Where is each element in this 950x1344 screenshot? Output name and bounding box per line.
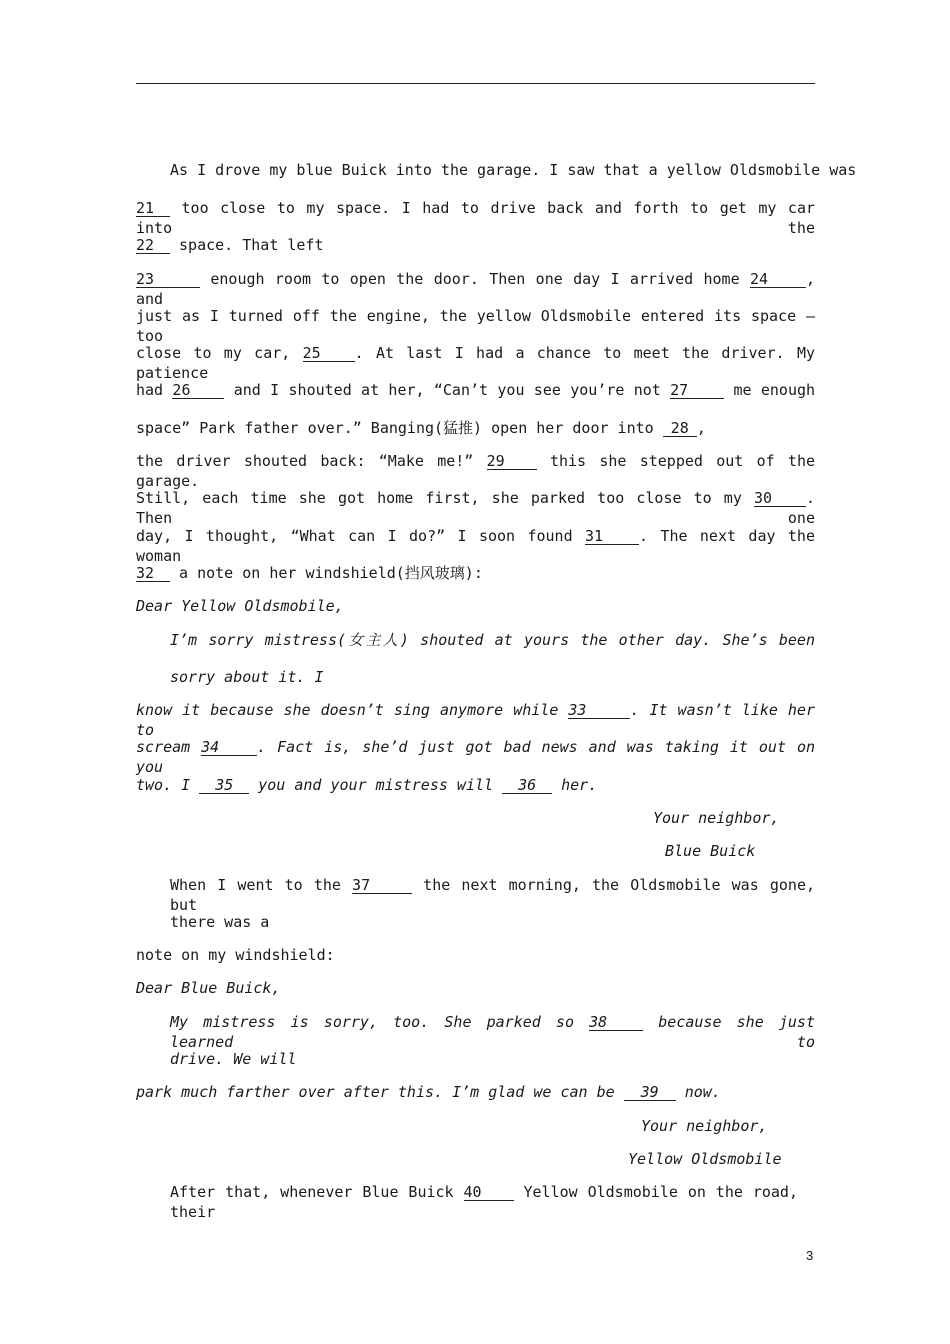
p2-line-2: there was a bbox=[170, 913, 270, 931]
letter2-greeting: Dear Blue Buick, bbox=[136, 979, 281, 997]
blank-23: 23 bbox=[136, 271, 200, 288]
letter1-closing: Your neighbor, bbox=[653, 809, 780, 827]
letter2-line-3: park much farther over after this. I’m glad we can be 39 now. bbox=[136, 1083, 721, 1101]
p1-line-11: day, I thought, “What can I do?” I soon found 31 . The next day the woman bbox=[136, 527, 815, 565]
p1-line-2: 21 too close to my space. I had to drive back and forth to get my car into the bbox=[136, 199, 816, 237]
blank-21: 21 bbox=[136, 200, 170, 217]
p1-line-3: 22 space. That left bbox=[136, 236, 324, 254]
header-rule bbox=[136, 83, 815, 84]
letter1-line-4: scream 34 . Fact is, she’d just got bad news and was taking it out on you bbox=[136, 738, 815, 776]
blank-29: 29 bbox=[487, 453, 537, 470]
blank-27: 27 bbox=[670, 382, 724, 399]
blank-34: 34 bbox=[201, 739, 257, 756]
blank-33: 33 bbox=[568, 702, 630, 719]
blank-22: 22 bbox=[136, 237, 170, 254]
letter1-line-1: I’m sorry mistress(女主人) shouted at yours the other day. She’s been bbox=[170, 631, 815, 649]
blank-28: 28 bbox=[663, 420, 697, 437]
p1-line-9: the driver shouted back: “Make me!” 29 this she stepped out of the garage. bbox=[136, 452, 816, 490]
p1-line-1: As I drove my blue Buick into the garage. I saw that a yellow Oldsmobile was bbox=[170, 161, 857, 179]
letter1-signature: Blue Buick bbox=[665, 842, 756, 860]
letter2-closing: Your neighbor, bbox=[641, 1117, 768, 1135]
letter2-signature: Yellow Oldsmobile bbox=[628, 1150, 782, 1168]
p1-line-5: just as I turned off the engine, the yellow Oldsmobile entered its space — too bbox=[136, 307, 815, 345]
blank-38: 38 bbox=[589, 1014, 643, 1031]
letter2-line-1: My mistress is sorry, too. She parked so 38 because she just learned to bbox=[170, 1013, 815, 1051]
blank-26: 26 bbox=[172, 382, 224, 399]
letter1-line-5: two. I 35 you and your mistress will 36 her. bbox=[136, 776, 598, 794]
blank-25: 25 bbox=[303, 345, 355, 362]
blank-37: 37 bbox=[352, 877, 412, 894]
p2-line-1: When I went to the 37 the next morning, the Oldsmobile was gone, but bbox=[170, 876, 816, 914]
p1-line-12: 32 a note on her windshield(挡风玻璃): bbox=[136, 564, 483, 582]
letter1-greeting: Dear Yellow Oldsmobile, bbox=[136, 597, 344, 615]
blank-40: 40 bbox=[464, 1184, 514, 1201]
p1-line-10: Still, each time she got home first, she parked too close to my 30 . Then one bbox=[136, 489, 815, 527]
blank-30: 30 bbox=[754, 490, 806, 507]
p1-line-7: had 26 and I shouted at her, “Can’t you see you’re not 27 me enough bbox=[136, 381, 816, 399]
blank-36: 36 bbox=[502, 777, 552, 794]
blank-32: 32 bbox=[136, 565, 170, 582]
p3-line-1: After that, whenever Blue Buick 40 Yellow Oldsmobile on the road, their bbox=[170, 1183, 798, 1221]
p1-line-4: 23 enough room to open the door. Then one day I arrived home 24 , and bbox=[136, 270, 816, 308]
blank-39: 39 bbox=[624, 1084, 676, 1101]
letter2-line-2: drive. We will bbox=[170, 1050, 297, 1068]
blank-35: 35 bbox=[199, 777, 249, 794]
blank-24: 24 bbox=[750, 271, 806, 288]
p1-line-6: close to my car, 25 . At last I had a chance to meet the driver. My patience bbox=[136, 344, 815, 382]
letter1-line-2: sorry about it. I bbox=[170, 668, 324, 686]
p2-line-3: note on my windshield: bbox=[136, 946, 335, 964]
blank-31: 31 bbox=[585, 528, 639, 545]
page-number: 3 bbox=[806, 1248, 814, 1263]
p1-line-8: space” Park father over.” Banging(猛推) open her door into 28 , bbox=[136, 419, 706, 437]
letter1-line-3: know it because she doesn’t sing anymore while 33 . It wasn’t like her to bbox=[136, 701, 815, 739]
